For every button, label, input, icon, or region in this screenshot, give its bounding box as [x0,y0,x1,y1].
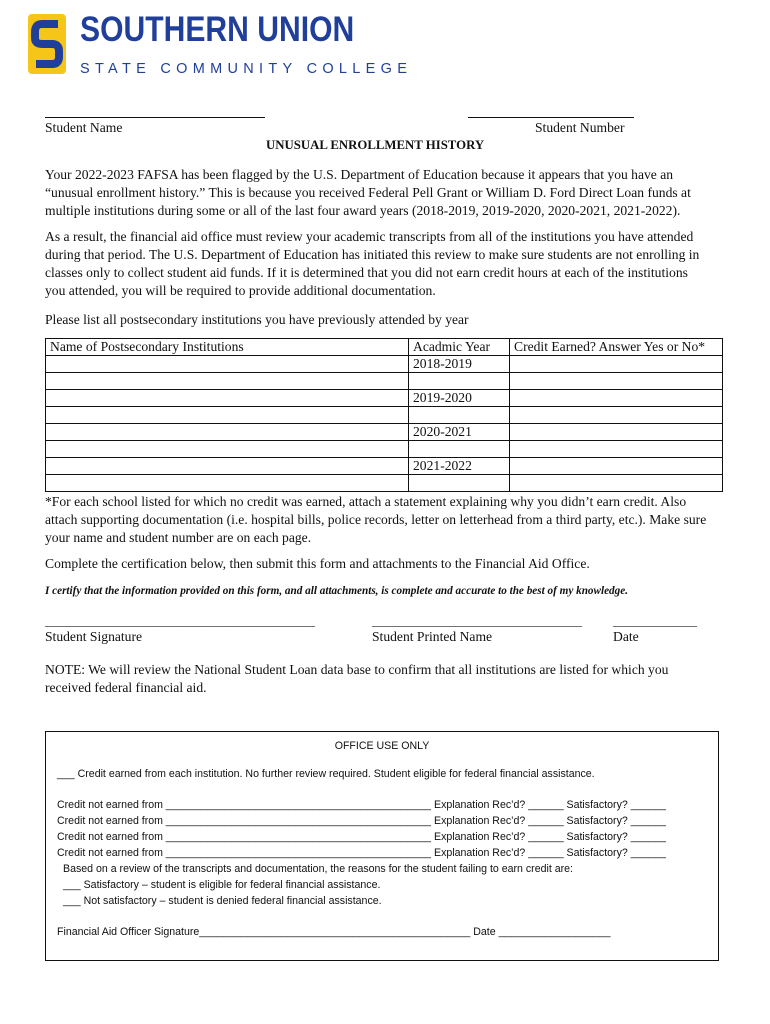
footnote-paragraph [45,493,735,547]
credit-cell[interactable] [510,441,723,458]
institution-cell[interactable] [46,390,409,407]
college-logo-icon [28,14,66,74]
year-cell: 2020-2021 [409,424,510,441]
table-row[interactable] [46,407,723,424]
table-row[interactable] [46,390,723,407]
institution-cell[interactable] [46,441,409,458]
header-credit: Credit Earned? Answer Yes or No* [510,339,723,356]
table-row[interactable] [46,356,723,373]
text-line: *For each school listed for which no credit was earned, attach a statement explaining why you didn’t earn credit. Also [45,494,687,509]
office-use-box [45,731,719,961]
text-line: Complete the certification below, then submit this form and attachments to the Financial Aid Office. [45,556,590,571]
form-title: UNUSUAL ENROLLMENT HISTORY [266,138,485,152]
not-satisfactory-option[interactable]: ___ Not satisfactory – student is denied federal financial assistance. [63,895,382,907]
complete-instructions [45,555,735,573]
year-cell: 2021-2022 [409,458,510,475]
institution-cell[interactable] [46,475,409,492]
student-signature-label: Student Signature [45,629,143,644]
header-institution: Name of Postsecondary Institutions [46,339,409,356]
text-line: your name and student number are on each page. [45,530,312,545]
text-line: NOTE: We will review the National Student Loan data base to confirm that all institutions are listed for which you [45,662,669,677]
header-year: Acadmic Year [409,339,510,356]
student-number-label: Student Number [535,120,625,135]
credit-not-earned-row[interactable]: Credit not earned from _____________________________________________ Explanation Rec’d? ______ Satisfactory? ______ [57,799,667,811]
date-line[interactable]: ______________ [613,614,697,628]
officer-signature-line[interactable]: Financial Aid Officer Signature______________________________________________ Date ___________________ [57,926,611,938]
institution-cell[interactable] [46,373,409,390]
certification-statement: I certify that the information provided on this form, and all attachments, is complete and accurate to the best of my knowledge. [45,585,628,597]
institution-cell[interactable] [46,407,409,424]
based-on-review-text: Based on a review of the transcripts and documentation, the reasons for the student failing to earn credit are: [63,863,573,875]
institutions-table [45,338,723,492]
office-use-title: OFFICE USE ONLY [334,740,430,752]
credit-cell[interactable] [510,475,723,492]
table-row[interactable] [46,424,723,441]
intro-paragraph-2 [45,228,735,300]
year-cell [409,441,510,458]
text-line: Please list all postsecondary institutions you have previously attended by year [45,312,469,327]
text-line: multiple institutions during some or all of the last four award years (2018-2019, 2019-2020, 2020-2021, 2021-2022). [45,203,681,218]
table-row[interactable] [46,373,723,390]
credit-cell[interactable] [510,407,723,424]
student-printed-name-line[interactable]: ___________________________________ [372,614,582,628]
credit-cell[interactable] [510,424,723,441]
year-cell: 2018-2019 [409,356,510,373]
student-name-line[interactable] [45,117,265,118]
credit-earned-line[interactable]: ___ Credit earned from each institution. No further review required. Student eligible for federal financial assistance. [57,768,595,780]
note-paragraph [45,661,735,697]
credit-not-earned-row[interactable]: Credit not earned from _____________________________________________ Explanation Rec’d? ______ Satisfactory? ______ [57,831,667,843]
satisfactory-option[interactable]: ___ Satisfactory – student is eligible for federal financial assistance. [63,879,381,891]
intro-paragraph-1 [45,166,735,220]
text-line: As a result, the financial aid office must review your academic transcripts from all of the institutions you have attended [45,229,694,244]
table-row[interactable] [46,458,723,475]
text-line: during that period. The U.S. Department of Education has initiated this review to make sure students are not enrolling in [45,247,700,262]
year-cell: 2019-2020 [409,390,510,407]
credit-cell[interactable] [510,458,723,475]
year-cell [409,373,510,390]
college-name: SOUTHERN UNION [80,10,355,49]
text-line: attach supporting documentation (i.e. hospital bills, police records, letter on letterhead from a third party, etc.). Make sure [45,512,707,527]
credit-not-earned-row[interactable]: Credit not earned from _____________________________________________ Explanation Rec’d? ______ Satisfactory? ______ [57,847,667,859]
text-line: classes only to collect student aid funds. If it is determined that you did not earn credit hours at each of the institutions [45,265,688,280]
student-printed-name-label: Student Printed Name [372,629,493,644]
student-signature-line[interactable]: _____________________________________________ [45,614,315,628]
student-name-label: Student Name [45,120,123,135]
text-line: Your 2022-2023 FAFSA has been flagged by the U.S. Department of Education because it appears that you have an [45,167,674,182]
text-line: you attended, you will be required to provide additional documentation. [45,283,436,298]
table-row[interactable] [46,441,723,458]
credit-cell[interactable] [510,373,723,390]
year-cell [409,475,510,492]
college-subtitle: STATE COMMUNITY COLLEGE [80,61,413,77]
year-cell [409,407,510,424]
credit-cell[interactable] [510,356,723,373]
text-line: “unusual enrollment history.” This is because you received Federal Pell Grant or William D. Ford Direct Loan funds at [45,185,691,200]
institution-cell[interactable] [46,424,409,441]
intro-paragraph-3 [45,311,735,329]
institution-cell[interactable] [46,458,409,475]
table-row[interactable] [46,475,723,492]
date-label: Date [613,629,639,644]
table-header-row [46,339,723,356]
credit-not-earned-row[interactable]: Credit not earned from _____________________________________________ Explanation Rec’d? ______ Satisfactory? ______ [57,815,667,827]
institution-cell[interactable] [46,356,409,373]
student-number-line[interactable] [468,117,634,118]
credit-cell[interactable] [510,390,723,407]
text-line: received federal financial aid. [45,680,207,695]
